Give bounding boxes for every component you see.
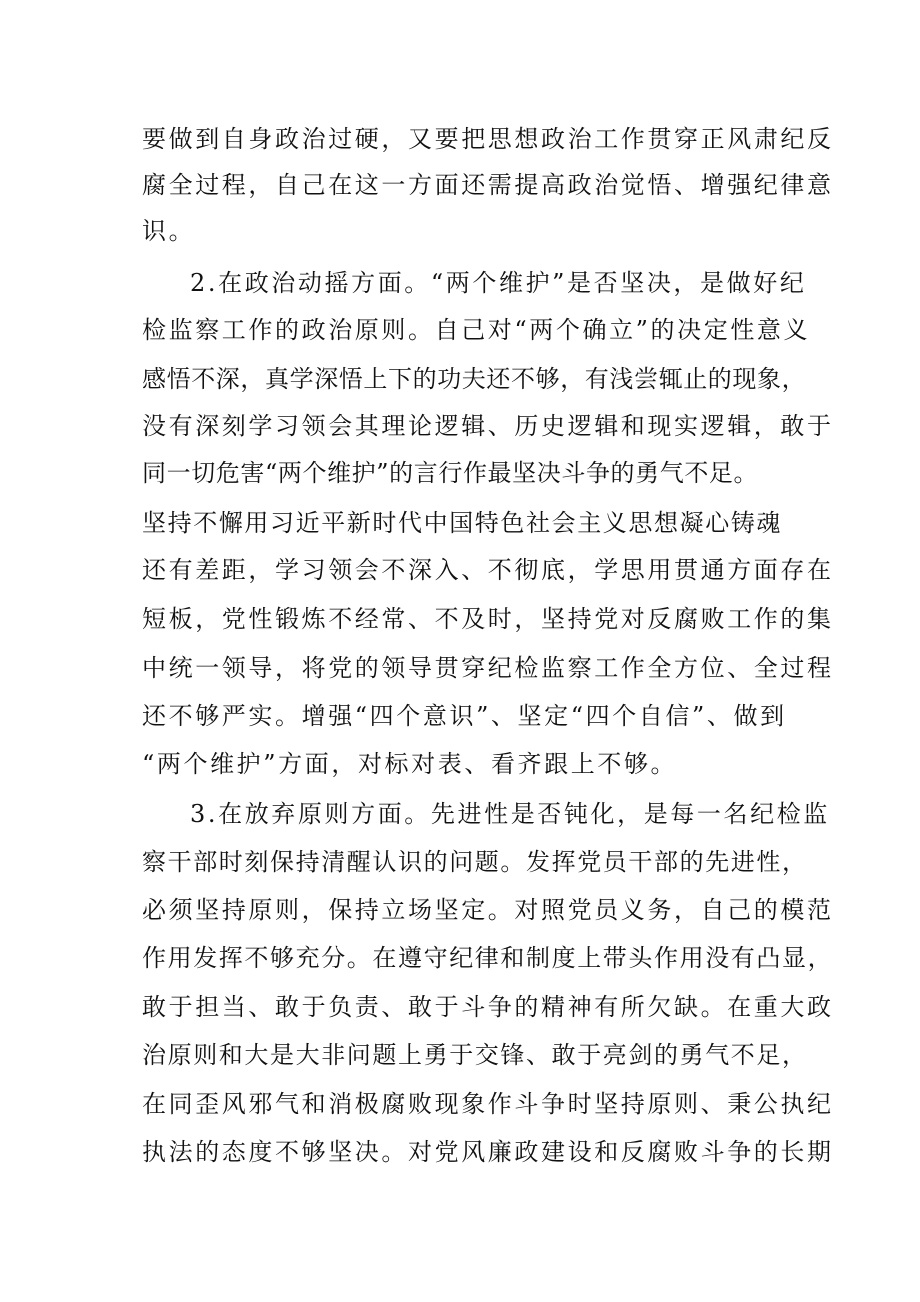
text-line: 还不够严实。增强“四个意识”、坚定“四个自信”、做到 — [142, 702, 787, 730]
text-line: 中统一领导，将党的领导贯穿纪检监察工作全方位、全过程 — [142, 654, 834, 682]
paragraph-first-line: 2.在政治动摇方面。“两个维护”是否坚决，是做好纪 — [190, 269, 807, 297]
text-line: 治原则和大是大非问题上勇于交锋、敢于亮剑的勇气不足， — [142, 1041, 808, 1069]
text-line: 敢于担当、敢于负责、敢于斗争的精神有所欠缺。在重大政 — [142, 993, 834, 1021]
text-line: 检监察工作的政治原则。自己对“两个确立”的决定性意义 — [142, 316, 811, 344]
text-line: “两个维护”方面，对标对表、看齐跟上不够。 — [142, 750, 678, 778]
text-line: 短板，党性锻炼不经常、不及时，坚持党对反腐败工作的集 — [142, 605, 834, 633]
text-line: 还有差距，学习领会不深入、不彻底，学思用贯通方面存在 — [142, 556, 834, 584]
text-line: 察干部时刻保持清醒认识的问题。发挥党员干部的先进性， — [142, 848, 808, 876]
text-line: 执法的态度不够坚决。对党风廉政建设和反腐败斗争的长期 — [142, 1138, 834, 1166]
text-line: 腐全过程，自己在这一方面还需提高政治觉悟、增强纪律意 — [142, 171, 834, 199]
text-line: 识。 — [142, 217, 196, 245]
text-line: 感悟不深，真学深悟上下的功夫还不够，有浅尝辄止的现象， — [142, 365, 807, 393]
text-line: 要做到自身政治过硬，又要把思想政治工作贯穿正风肃纪反 — [142, 125, 834, 153]
text-line: 在同歪风邪气和消极腐败现象作斗争时坚持原则、秉公执纪 — [142, 1090, 834, 1118]
paragraph-first-line: 3.在放弃原则方面。先进性是否钝化，是每一名纪检监 — [190, 800, 830, 828]
text-line: 坚持不懈用习近平新时代中国特色社会主义思想凝心铸魂 — [142, 509, 782, 537]
text-line: 没有深刻学习领会其理论逻辑、历史逻辑和现实逻辑，敢于 — [142, 412, 834, 440]
text-line: 必须坚持原则，保持立场坚定。对照党员义务，自己的模范 — [142, 896, 834, 924]
text-line: 同一切危害“两个维护”的言行作最坚决斗争的勇气不足。 — [142, 459, 759, 487]
text-line: 作用发挥不够充分。在遵守纪律和制度上带头作用没有凸显， — [142, 944, 834, 972]
